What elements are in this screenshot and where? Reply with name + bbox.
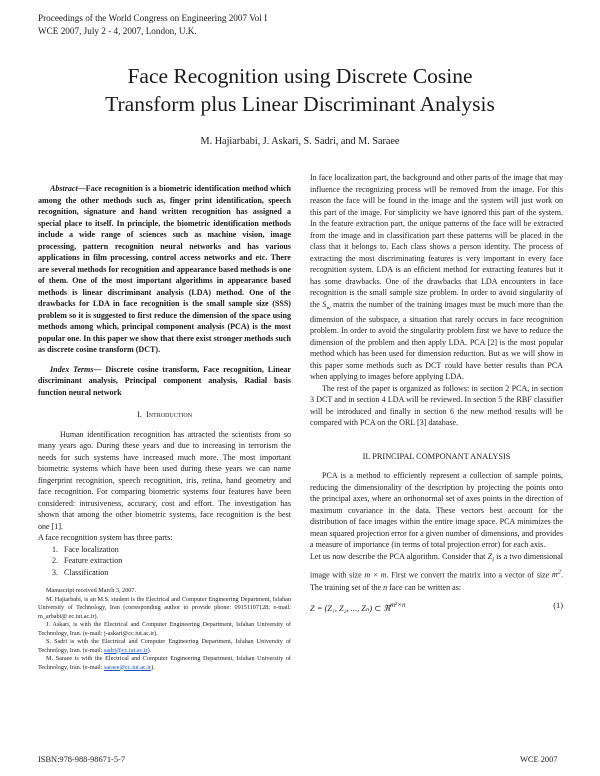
right-column	[310, 172, 563, 615]
equation-text: Z = (Z₁, Z₂, ..., Zₙ) ⊂ ℜ	[310, 604, 391, 614]
list-item: 3. Classification	[60, 567, 291, 579]
sw-symbol	[322, 299, 331, 312]
intro-paragraph: Human identification recognition has attracted the scientists from so many years ago. During these years and due to increasing in terrorism the needs for such systems have increased much more. The most important biometric systems which have been used during these years we can name fingerprint recognition, speech recognition, iris, retina, hand geometry and face recognition. For comparing biometric systems four features have been considered: intrusiveness, accuracy, cost and effort. The investigation has shown that among the other biometric systems, face recognition is the best one [1].	[38, 429, 291, 531]
footer-conference: WCE 2007	[520, 755, 558, 764]
list-intro: A face recognition system has three parts:	[38, 533, 173, 542]
footnotes	[38, 587, 291, 672]
section-1-numeral: I.	[136, 410, 142, 419]
right-paragraph-1a: In face localization part, the background and other parts of the image that may influence the recognizing process will be removed from the image. For this reason the face will be found in the image and the system will just work on this part of the image. For simplicity we have ignored this part of the system. In the feature extraction part, the unique patterns of the face will be extracted from the image and in classification part these patterns will be placed in the class that it belongs to. Each class shows a person identity. The process of extracting the most discriminating features is very important in every face recognition system. LDA is an efficient method for extracting features but it has some drawbacks. One of the drawbacks that LDA encounters in face recognition is the small sample size problem. In order to avoid singularity of the	[310, 173, 563, 309]
footnote-4-text: M. Saraee is with the Electrical and Computer Engineering Department, Isfahan University of Technology, Iran. (e-mail:	[38, 655, 291, 671]
pca-algo-text-a: Let us now describe the PCA algorithm. Consider that	[310, 551, 486, 561]
footnote-author-1: M. Hajiarbabi, is an M.S. student is the Electrical and Computer Engineering Department, Isfahan University of Technology, Iran (corresponding author to provide phone: 09151107128; e-mail: m_arbabi@ ec.iut.ac.ir).	[38, 595, 291, 620]
section-1-title: Introduction	[145, 410, 193, 419]
footnote-author-3	[38, 638, 291, 655]
equation-number: (1)	[553, 601, 563, 611]
sw-symbol-sub: w	[326, 304, 331, 312]
right-paragraph-1b: matrix the number of the training images must be much more than the dimension of the subspace, a situation that rarely occurs in face recognition problem. In order to avoid the singularity problem first we have to reduce the dimension of the problem and then apply LDA. PCA [2] is the most popular method which has been used for dimension reduction. But as we will show in this paper some methods such as DCT could have better results than PCA when applying to images before applying LDA.	[310, 299, 564, 382]
title-line-1: Face Recognition using Discrete Cosine	[127, 64, 473, 88]
m2-sup: 2	[557, 568, 561, 576]
author-list: M. Hajiarbabi, J. Askari, S. Sadri, and M. Saraee	[200, 136, 400, 147]
abstract-lead: Abstract	[50, 184, 78, 193]
sw-symbol-base: S	[322, 299, 327, 309]
header-line-1: Proceedings of the World Congress on Engineering 2007 Vol I	[38, 13, 268, 23]
pca-algorithm-paragraph	[310, 551, 563, 595]
title-line-2: Transform plus Linear Discriminant Analysis	[105, 92, 495, 116]
list-item: 2. Feature extraction	[60, 555, 291, 567]
abstract-text: —Face recognition is a biometric identification method which among the other methods such as, finger print identification, speech recognition, signature and hand written recognition has assigned a special place to itself. In principle, the biometric identification methods include a wide range of sciences such as machine vision, image processing, pattern recognition neural networks and has various applications in film processing, control access networks and etc. There are several methods for recognition and appearance based methods is one of them. One of the most important algorithms in appearance based methods is linear discriminant analysis (LDA) method. One of the drawbacks for LDA in face recognition is the small sample size (SSS) problem so it is suggested to first reduce the dimension of the space using methods among which, principal component analysis (PCA) is the most popular one. In this paper we show that there exist stronger methods such as discrete cosine transform (DCT).	[38, 184, 291, 354]
system-parts-list	[38, 544, 291, 579]
n-symbol: n	[383, 582, 388, 592]
pca-algo-text-d: . The training set of the	[310, 570, 563, 592]
paper-title	[0, 62, 600, 118]
m2-symbol	[552, 570, 561, 579]
footnote-3-text: S. Sadri is with the Electrical and Computer Engineering Department, Isfahan University of Technology, Iran. (e-mail:	[38, 638, 291, 654]
mxm-symbol: m × m	[364, 570, 387, 580]
index-terms	[38, 364, 291, 399]
equation-sup: m²×n	[390, 601, 406, 610]
index-terms-text: — Discrete cosine transform, Face recognition, Linear discriminant analysis, Principal component analysis, Radial basis function neural network	[38, 364, 292, 397]
m2-base: m	[551, 570, 558, 580]
index-terms-lead: Index Terms	[50, 364, 94, 374]
footnote-4-end: ).	[151, 663, 155, 671]
right-paragraph-2: The rest of the paper is organized as follows: in section 2 PCA, in section 3 DCT and in section 4 LDA will be reviewed. In section 5 the RBF classifier will be introduced and finally in section 6 the new method results will be compared with PCA on the ORL [3] database.	[310, 383, 563, 428]
section-2-heading: II. PRINCIPAL COMPONANT ANALYSIS	[362, 451, 511, 461]
zi-sub: i	[492, 556, 494, 564]
footnote-author-2: J. Askari, is with the Electrical and Computer Engineering Department, Isfahan University of Technology, Iran. (e-mail: j-askari@cc.iut.ac.ir).	[38, 621, 291, 637]
footer-isbn: ISBN:978-988-98671-5-7	[38, 755, 126, 764]
right-paragraph-1	[310, 172, 563, 383]
zi-symbol	[487, 551, 494, 564]
equation-1	[310, 600, 563, 614]
list-item: 1. Face localization	[60, 544, 291, 556]
left-column	[38, 183, 291, 672]
email-link-saraee[interactable]: saraee@cc.iut.ac.ir	[104, 663, 152, 671]
pca-algo-text-e: face can be written as:	[389, 582, 462, 592]
zi-base: Z	[487, 551, 493, 561]
pca-algo-text-b: is a two dimensional image with size	[310, 551, 564, 580]
header-line-2: WCE 2007, July 2 - 4, 2007, London, U.K.	[38, 26, 197, 36]
abstract	[38, 183, 291, 356]
pca-paragraph: PCA is a method to efficiently represent a collection of sample points, reducing the dimensionality of the description by projecting the points onto the principal axes, where an orthonormal set of axes points in the direction of maximum covariance in the data. These vectors best account for the distribution of face images within the entire image space. PCA minimizes the mean squared projection error for a given number of dimensions, and provides a measure of importance (in terms of total projection error) for each axis.	[310, 471, 563, 550]
footnote-author-4	[38, 655, 291, 672]
email-link-sadri[interactable]: sadri@cc.iut.ac.ir	[104, 646, 148, 654]
footnote-3-end: ).	[147, 646, 152, 654]
proceedings-header	[38, 12, 267, 38]
pca-algo-text-c: . First we convert the matrix into a vector of size	[386, 570, 550, 580]
footnote-received: Manuscript received March 3, 2007.	[46, 587, 137, 594]
equation-body	[310, 600, 405, 614]
section-1-heading	[38, 409, 291, 421]
